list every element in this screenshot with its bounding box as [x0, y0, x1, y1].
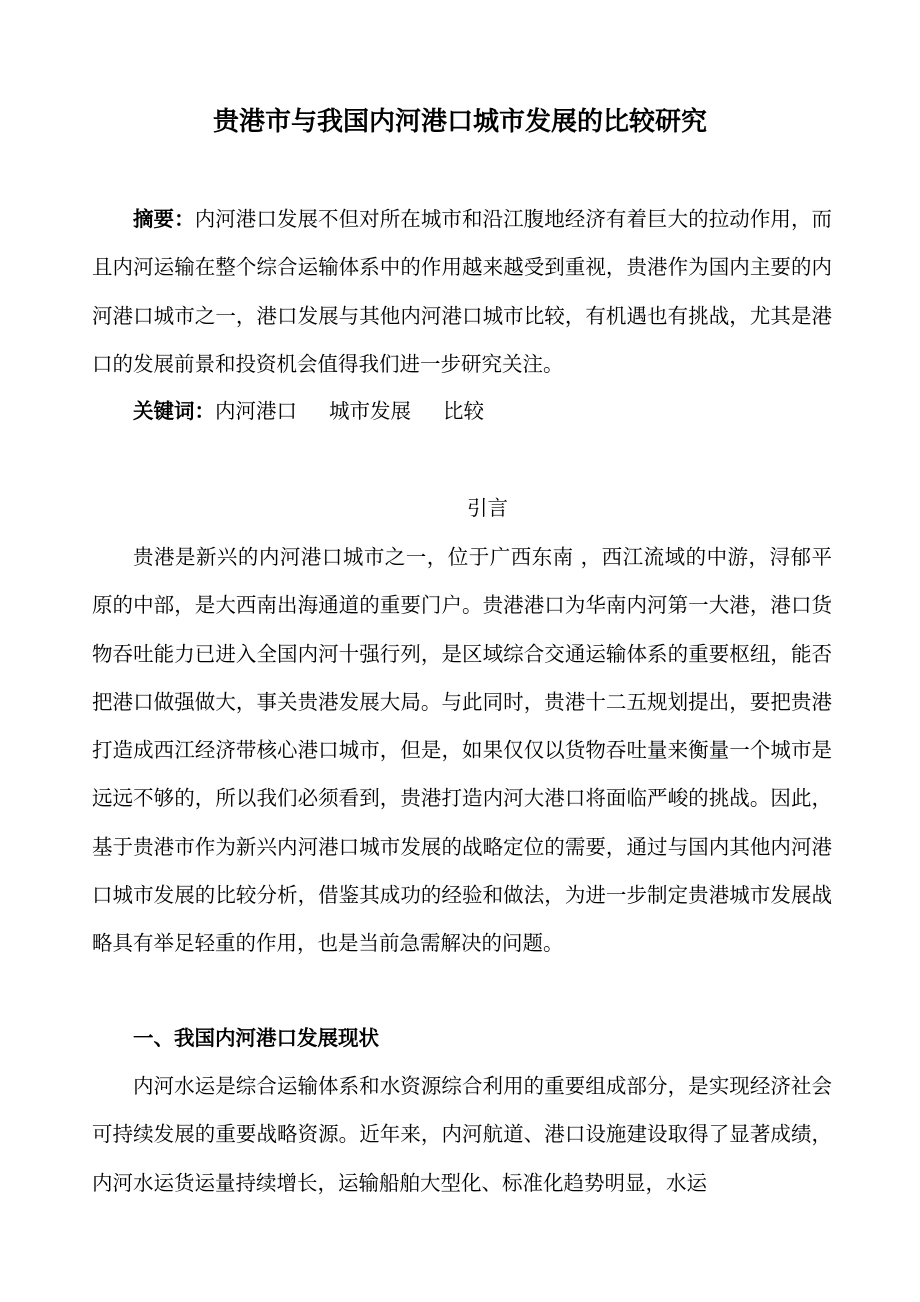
intro-paragraph: 贵港是新兴的内河港口城市之一，位于广西东南 ，西江流域的中游，浔郁平原的中部，是大西南出海通道的重要门户。贵港港口为华南内河第一大港，港口货物吞吐能力已进入全国内河十强行列，是区域综合交通运输体系的重要枢纽，能否把港口做强做大，事关贵港发展大局。与此同时，贵港十二五规划提出，要把贵港打造成西江经济带核心港口城市，但是，如果仅仅以货物吞吐量来衡量一个城市是远远不够的，所以我们必须看到，贵港打造内河大港口将面临严峻的挑战。因此，基于贵港市作为新兴内河港口城市发展的战略定位的需要，通过与国内其他内河港口城市发展的比较分析，借鉴其成功的经验和做法，为进一步制定贵港城市发展战略具有举足轻重的作用，也是当前急需解决的问题。 — [92, 545, 832, 956]
abstract-paragraph — [92, 195, 832, 388]
abstract-text: 内河港口发展不但对所在城市和沿江腹地经济有着巨大的拉动作用，而且内河运输在整个综合运输体系中的作用越来越受到重视，贵港作为国内主要的内河港口城市之一，港口发展与其他内河港口城市比较，有机遇也有挑战，尤其是港口的发展前景和投资机会值得我们进一步研究关注。 — [92, 207, 833, 376]
keywords-line — [92, 387, 832, 435]
keyword-item: 比较 — [443, 399, 484, 423]
intro-heading: 引言 — [467, 496, 508, 520]
keywords-label: 关键词： — [133, 399, 215, 423]
section-paragraph: 内河水运是综合运输体系和水资源综合利用的重要组成部分，是实现经济社会可持续发展的重要战略资源。近年来，内河航道、港口设施建设取得了显著成绩，内河水运货运量持续增长，运输船舶大型化、标准化趋势明显，水运 — [92, 1074, 832, 1195]
keyword-item: 内河港口 — [215, 399, 297, 423]
keyword-item: 城市发展 — [329, 399, 411, 423]
abstract-label: 摘要： — [133, 207, 195, 231]
document-title: 贵港市与我国内河港口城市发展的比较研究 — [212, 107, 707, 137]
section-heading: 一、我国内河港口发展现状 — [133, 1026, 379, 1050]
